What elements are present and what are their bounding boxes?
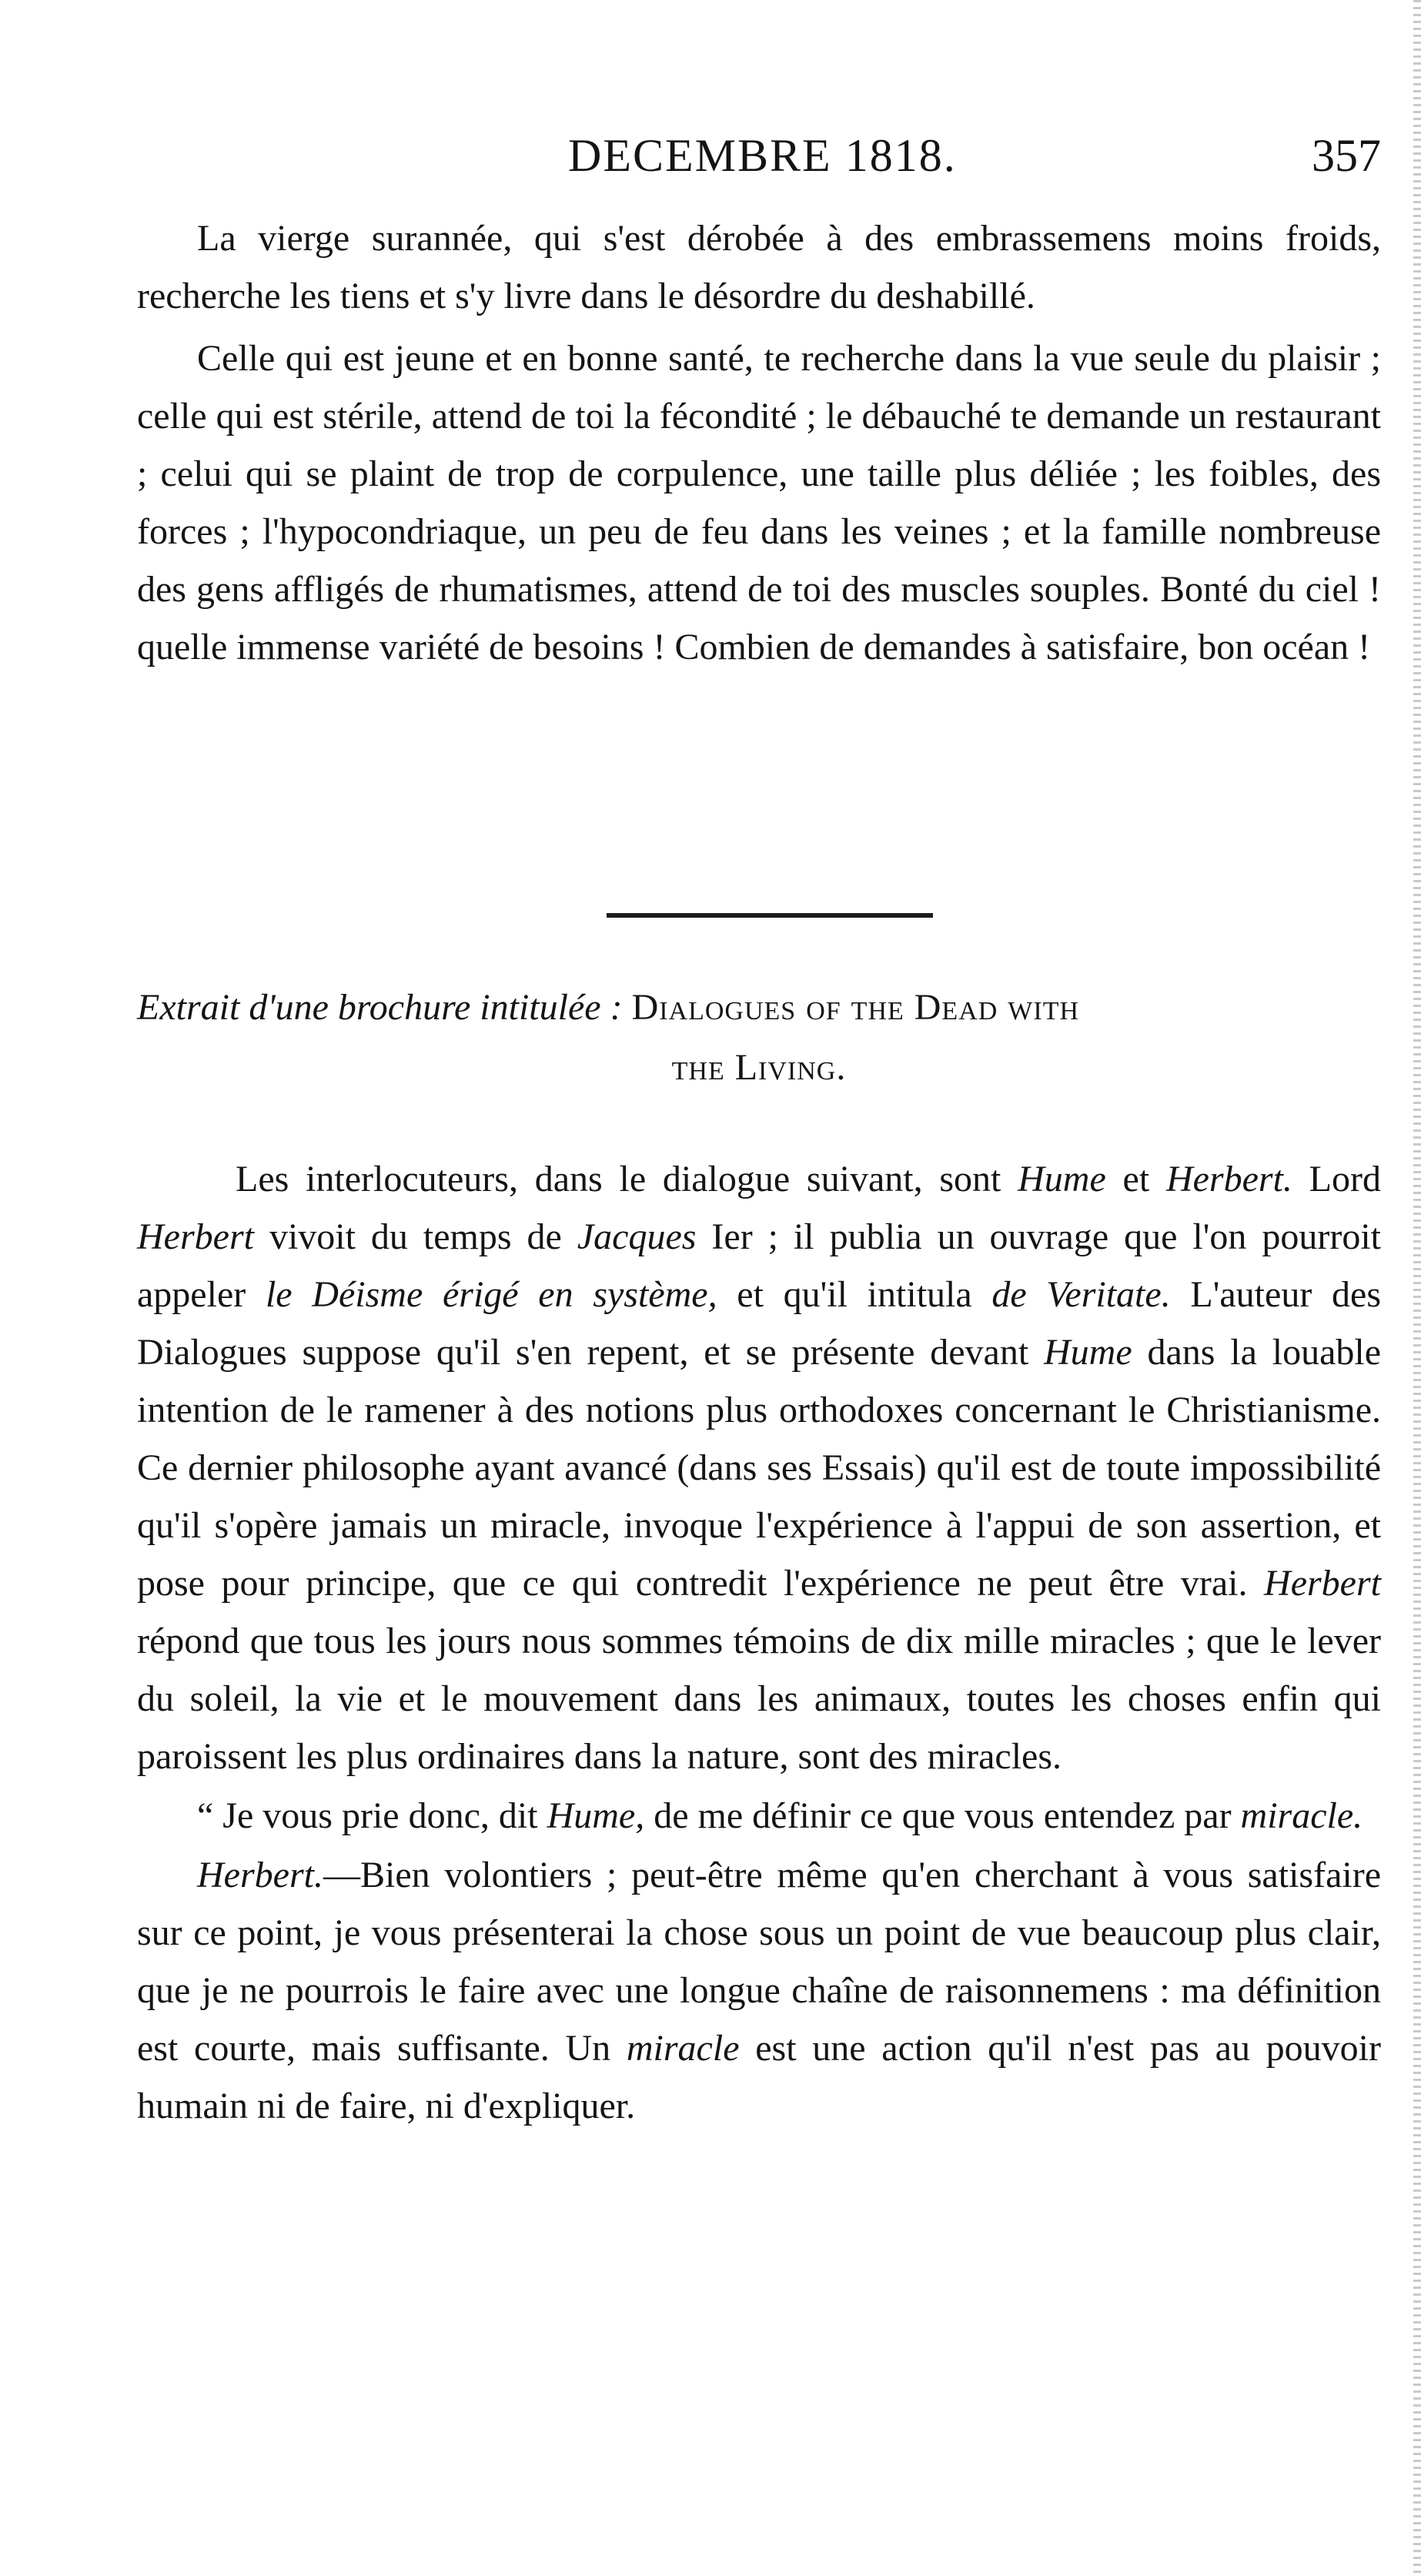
text-run: est une action qu'il n'est pas au pouvoir humain ni de faire, ni d'expliquer.	[137, 2028, 1381, 2126]
text-run: vivoit du temps de	[253, 1216, 577, 1257]
italic-run: miracle.	[1240, 1795, 1363, 1836]
italic-run: de Veritate.	[991, 1274, 1171, 1315]
text-run: “ Je vous prie donc, dit	[197, 1795, 547, 1836]
text-run: répond que tous les jours nous sommes témoins de dix mille miracles ; que le lever du soleil, la vie et le mouvement dans les animaux, toutes les choses enfin qui paroissent les plus ordinaires dans la nature, sont des miracles.	[137, 1621, 1381, 1777]
paragraph: Celle qui est jeune et en bonne santé, te recherche dans la vue seule du plaisir ; celle qui est stérile, attend de toi la fécondité ; le débauché te demande un restaurant ; celui qui se plaint de trop de corpulence, une taille plus déliée ; les foibles, des forces ; l'hypocondriaque, un peu de feu dans les veines ; et la famille nombreuse des gens affligés de rhumatismes, attend de toi des muscles souples. Bonté du ciel ! quelle immense variété de besoins ! Combien de demandes à satisfaire, bon océan !	[137, 338, 1381, 667]
italic-run: Herbert.	[1165, 1159, 1292, 1199]
italic-run: Hume	[1018, 1159, 1106, 1199]
section-two	[137, 1150, 1381, 2135]
italic-run: le Déisme érigé en système,	[265, 1274, 717, 1315]
paragraph-hume-question	[137, 1787, 1381, 1845]
heading-title-line-2: the Living.	[671, 1047, 847, 1088]
text-run: Ier ; il publia un ouvrage que l'on pourroit appeler	[137, 1216, 1382, 1315]
text-run: L'auteur des Dialogues suppose qu'il s'en repent, et se présente devant	[137, 1274, 1382, 1373]
italic-run: Herbert	[1264, 1563, 1381, 1604]
page-number: 357	[1312, 130, 1381, 181]
italic-run: Hume,	[547, 1795, 645, 1836]
italic-run: Herbert.	[197, 1855, 323, 1895]
page-edge	[1413, 0, 1421, 2576]
heading-line-1	[137, 978, 1381, 1038]
paragraph: La vierge surannée, qui s'est dérobée à des embrassemens moins froids, recherche les tiens et s'y livre dans le désordre du deshabillé.	[137, 218, 1381, 316]
paragraph-herbert-answer	[137, 1846, 1381, 2135]
italic-run: miracle	[626, 2028, 740, 2069]
text-run: dans la louable intention de le ramener à des notions plus orthodoxes concernant le Christianisme. Ce dernier philosophe ayant avancé (dans ses Essais) qu'il est de toute impossibilité qu'il s'opère jamais un miracle, invoque l'expérience à l'appui de son assertion, et pose pour principe, que ce qui contredit l'expérience ne peut être vrai.	[137, 1332, 1382, 1604]
text-run: et qu'il intitula	[717, 1274, 992, 1315]
section-divider-rule	[607, 913, 933, 918]
text-run: de me définir ce que vous entendez par	[644, 1795, 1241, 1836]
text-run: —Bien volontiers ; peut-être même qu'en cherchant à vous satisfaire sur ce point, je vous présenterai la chose sous un point de vue beaucoup plus clair, que je ne pourrois le faire avec une longue chaîne de raisonnemens : ma définition est courte, mais suffisante. Un	[137, 1855, 1381, 2069]
paragraph-interlocutors	[137, 1150, 1381, 1785]
text-run: Les interlocuteurs, dans le dialogue suivant, sont	[236, 1159, 1018, 1199]
text-run: Lord	[1292, 1159, 1381, 1199]
heading-title-line-1: Dialogues of the Dead with	[631, 987, 1080, 1028]
text-run: et	[1105, 1159, 1166, 1199]
italic-run: Herbert	[137, 1216, 254, 1257]
extract-heading	[137, 978, 1381, 1098]
running-head-title: DECEMBRE 1818.	[568, 130, 957, 181]
section-one	[137, 209, 1381, 676]
running-head	[137, 129, 1381, 191]
heading-lead: Extrait d'une brochure intitulée :	[137, 987, 623, 1028]
italic-run: Jacques	[577, 1216, 697, 1257]
italic-run: Hume	[1044, 1332, 1132, 1373]
